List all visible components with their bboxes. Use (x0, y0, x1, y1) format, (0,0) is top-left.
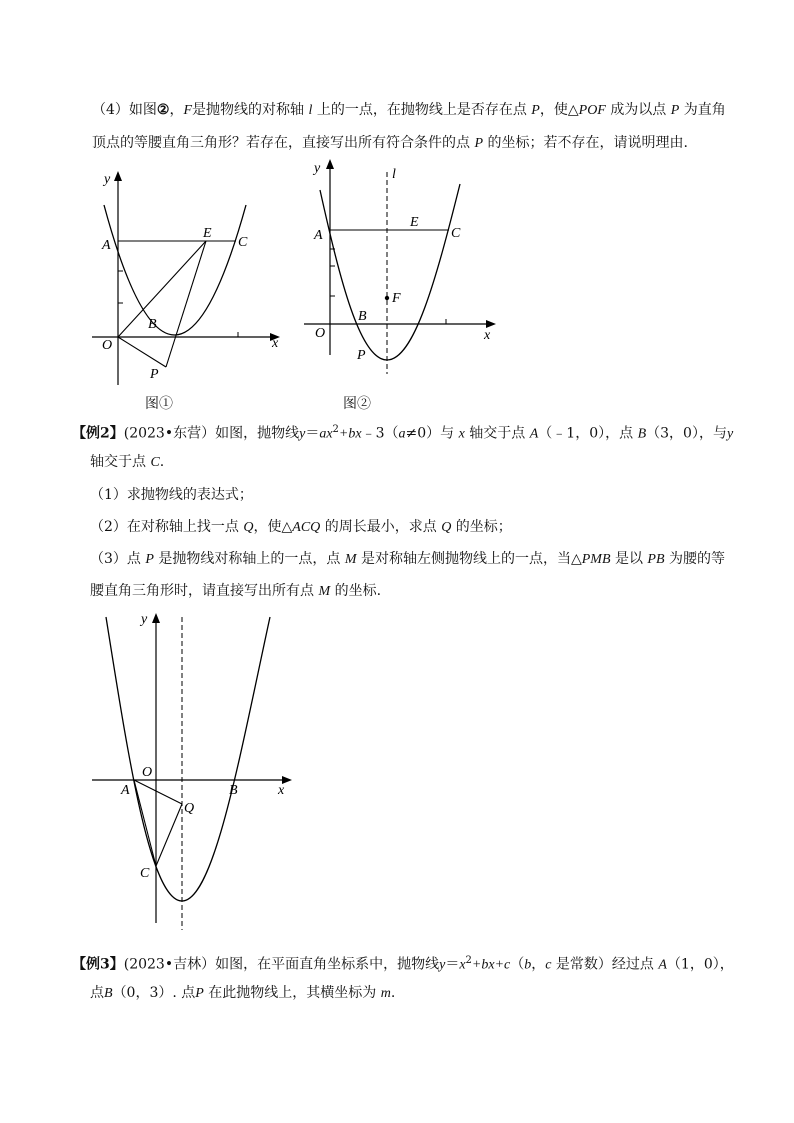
text: （﹣1，0），点 (538, 425, 634, 442)
label-x: x (484, 328, 491, 343)
var-Q: Q (243, 520, 254, 535)
var-ax: ax (319, 426, 333, 442)
label-B: B (148, 317, 157, 332)
label-E: E (410, 215, 419, 230)
text: 是对称轴左侧抛物线上的一点，当△ (360, 551, 582, 567)
var-PMB: PMB (581, 552, 611, 567)
label-A: A (314, 228, 323, 243)
figure-2-caption: 图② (343, 396, 371, 412)
part4-line1 (92, 100, 726, 121)
label-O: O (315, 326, 326, 341)
ex2-line2 (90, 452, 164, 473)
text: 是常数）经过点 (555, 956, 654, 973)
segment-EP (166, 241, 206, 367)
text: 轴交于点 (90, 454, 146, 470)
text: ， (169, 102, 184, 118)
text: 腰直角三角形时，请直接写出所有点 (90, 583, 314, 599)
text: (2023•东营）如图，抛物线 (123, 425, 300, 442)
text: ， (531, 956, 546, 973)
var-c: c (545, 957, 552, 973)
label-E: E (203, 226, 212, 241)
text: . (390, 985, 396, 1001)
ex3-tag: 【例3】 (72, 956, 124, 973)
ex2-q2 (90, 517, 512, 538)
ex2-q1 (90, 485, 253, 505)
label-C: C (238, 235, 248, 250)
point-F (385, 296, 389, 300)
text: ，使△ (253, 519, 293, 535)
text: 为腰的等 (668, 551, 725, 567)
figure-1-caption: 图① (145, 396, 173, 412)
text: . (159, 454, 165, 470)
text: （1）求抛物线的表达式； (90, 487, 253, 503)
var-M: M (344, 552, 357, 567)
label-B: B (229, 783, 238, 798)
text: 顶点的等腰直角三角形？若存在，直接写出所有符合条件的点 (92, 135, 470, 151)
label-C: C (140, 866, 150, 881)
text: 的坐标；若不存在，请说明理由. (487, 135, 688, 151)
var-m: m (380, 986, 391, 1001)
var-bxc: +bx+c (471, 957, 511, 973)
var-P: P (195, 986, 204, 1001)
label-O: O (102, 338, 113, 353)
text: ＝ (445, 956, 460, 973)
text: 的坐标； (455, 519, 512, 535)
text: 轴交于点 (469, 425, 526, 442)
var-b: b (524, 957, 532, 973)
figure-3 (88, 605, 303, 935)
text: 是抛物线对称轴上的一点，点 (158, 551, 341, 567)
var-F: F (183, 103, 193, 118)
text: （1，0）， (666, 956, 734, 973)
ex2-q3-cont (90, 581, 381, 602)
var-A: A (658, 957, 667, 973)
var-P: P (531, 103, 540, 118)
y-axis-arrow (114, 171, 122, 181)
var-a: a (398, 426, 406, 442)
text: ＝ (305, 425, 320, 442)
parabola (104, 205, 246, 335)
text: 的周长最小，求点 (324, 519, 437, 535)
var-B: B (104, 986, 113, 1001)
label-F: F (392, 291, 401, 306)
ex2-line1 (72, 420, 733, 445)
text: ﹣3（ (361, 425, 399, 442)
text: (2023•吉林）如图，在平面直角坐标系中，抛物线 (123, 956, 440, 973)
label-O: O (142, 765, 153, 780)
label-x: x (278, 783, 285, 798)
ex2-q3 (90, 549, 725, 570)
var-ACQ: ACQ (292, 520, 321, 535)
text: （3）点 (90, 551, 141, 567)
y-axis-arrow (326, 159, 334, 169)
label-P: P (357, 348, 366, 363)
y-axis-arrow (152, 613, 160, 623)
var-bx: +bx (338, 426, 362, 442)
text: （ (510, 956, 525, 973)
segment-OE (118, 241, 206, 337)
label-Q: Q (184, 801, 195, 816)
label-x: x (272, 336, 279, 351)
circle-number: ② (156, 102, 170, 118)
text: 成为以点 (610, 102, 667, 118)
text: 是以 (614, 551, 643, 567)
var-y: y (439, 957, 446, 973)
var-A: A (529, 426, 539, 442)
var-y: y (299, 426, 306, 442)
text: 上的一点，在抛物线上是否存在点 (316, 102, 527, 118)
text: 为直角 (683, 102, 726, 118)
var-x: x (458, 426, 465, 442)
text: ≠0）与 (405, 425, 455, 442)
parabola (320, 184, 460, 360)
text: （3，0），与 (646, 425, 727, 442)
parabola (106, 617, 270, 901)
var-M: M (318, 584, 331, 599)
superscript: 2 (465, 955, 472, 966)
label-y: y (141, 612, 148, 627)
var-C: C (150, 455, 160, 470)
var-POF: POF (578, 103, 606, 118)
var-y: y (726, 426, 734, 442)
text: ，使△ (539, 102, 579, 118)
segment-OP (118, 337, 166, 367)
x-axis-arrow (486, 320, 496, 328)
label-C: C (451, 226, 461, 241)
var-P: P (670, 103, 680, 118)
var-PB: PB (647, 552, 665, 567)
var-P: P (474, 136, 484, 151)
segment-CQ (156, 804, 182, 866)
var-x: x (459, 957, 466, 973)
text: 是抛物线的对称轴 (192, 102, 305, 118)
segment-AC (134, 780, 156, 866)
text: 点 (90, 985, 104, 1001)
text: （2）在对称轴上找一点 (90, 519, 239, 535)
label-l: l (392, 167, 396, 182)
label-y: y (314, 161, 321, 176)
ex3-line1 (72, 951, 734, 976)
label-A: A (102, 238, 111, 253)
var-P: P (145, 552, 154, 567)
text: （0，3）. 点 (112, 985, 196, 1001)
var-B: B (637, 426, 647, 442)
ex2-tag: 【例2】 (72, 425, 124, 442)
text: （4）如图 (92, 102, 157, 118)
figure-2 (300, 150, 510, 375)
text: 在此抛物线上，其横坐标为 (208, 985, 377, 1001)
var-l: l (308, 103, 313, 118)
figure-1 (90, 165, 290, 390)
ex3-line2 (90, 983, 395, 1004)
superscript: 2 (332, 424, 339, 435)
var-Q: Q (441, 520, 452, 535)
label-y: y (104, 172, 111, 187)
label-A: A (121, 783, 130, 798)
segment-AQ (134, 780, 182, 804)
label-B: B (358, 309, 367, 324)
label-P: P (150, 367, 159, 382)
text: 的坐标. (334, 583, 382, 599)
